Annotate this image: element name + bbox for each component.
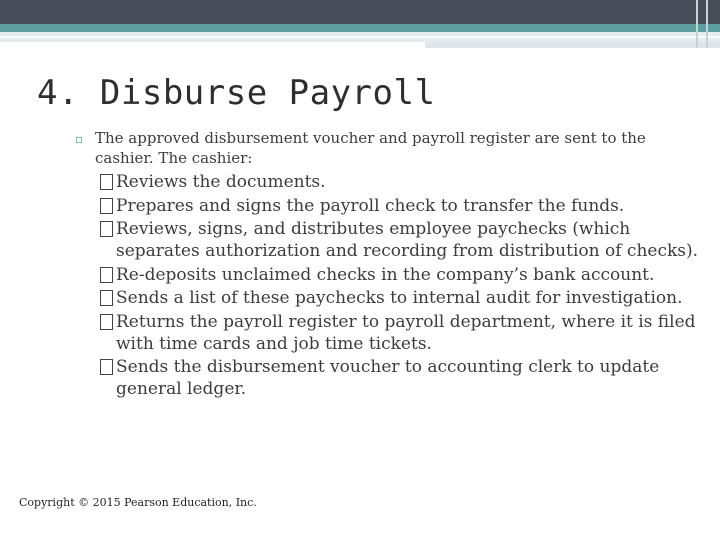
intro-line-2: cashier. The cashier: [95,149,253,167]
square-bullet-icon: ▫ [75,132,84,146]
list-item: Prepares and signs the payroll check to transfer the funds. [99,195,699,217]
list-item: Returns the payroll register to payroll department, where it is filed with time cards and job time tickets. [99,311,699,355]
header-divider-line [0,36,720,38]
list-item: Reviews, signs, and distributes employee paychecks (which separates authorization and recording from distribution of checks). [99,218,699,262]
header-light-band-extension [425,42,720,48]
list-item: Reviews the documents. [99,171,699,193]
copyright-footer: Copyright © 2015 Pearson Education, Inc. [19,496,257,509]
missing-glyph-icon [100,174,113,190]
missing-glyph-icon [100,221,113,237]
intro-line-1: The approved disbursement voucher and payroll register are sent to the [95,129,646,147]
missing-glyph-icon [100,314,113,330]
list-item: Sends a list of these paychecks to internal audit for investigation. [99,287,699,309]
missing-glyph-icon [100,290,113,306]
list-item: Re-deposits unclaimed checks in the company’s bank account. [99,264,699,286]
header-dark-band [0,0,720,24]
missing-glyph-icon [100,198,113,214]
slide-title: 4. Disburse Payroll [37,73,436,113]
missing-glyph-icon [100,267,113,283]
missing-glyph-icon [100,359,113,375]
header-accent-band [0,24,720,32]
cashier-steps-list [99,171,699,402]
list-item: Sends the disbursement voucher to accounting clerk to update general ledger. [99,356,699,400]
intro-paragraph [75,129,695,168]
corner-decoration [690,0,720,48]
